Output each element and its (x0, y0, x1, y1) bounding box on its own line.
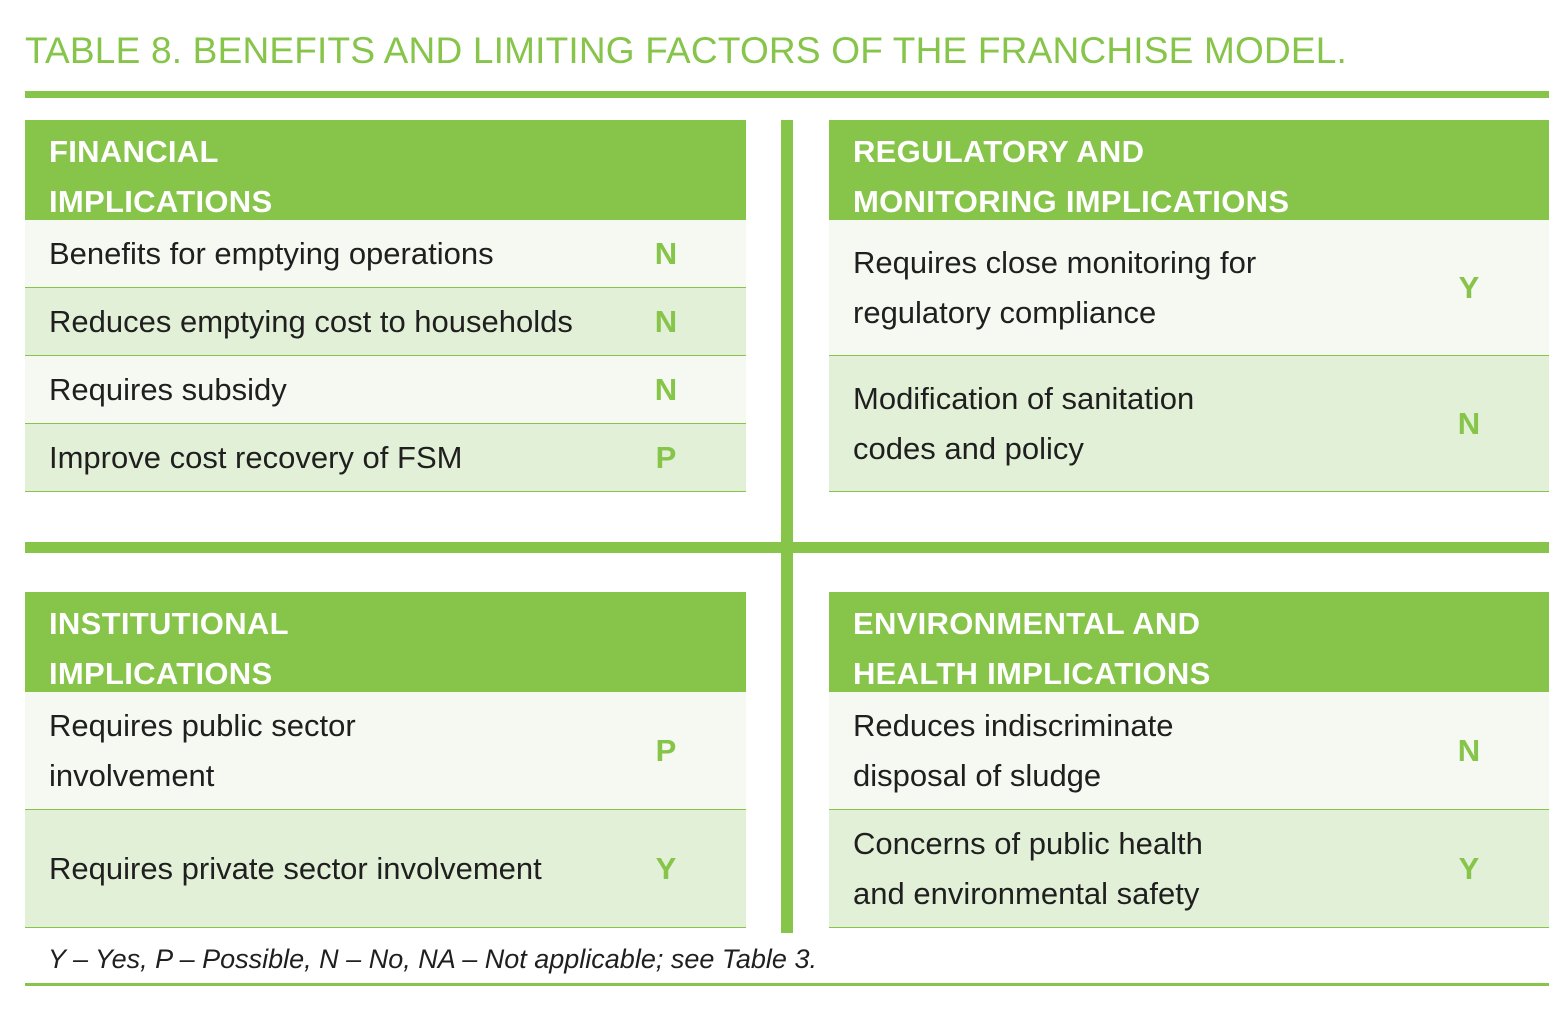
financial-panel (25, 120, 746, 492)
table-row (829, 220, 1549, 356)
table-row (829, 810, 1549, 928)
environmental-header-line1: ENVIRONMENTAL AND (853, 606, 1201, 641)
footnote: Y – Yes, P – Possible, N – No, NA – Not applicable; see Table 3. (48, 944, 817, 974)
row-value: Y (1458, 850, 1480, 886)
table-title: TABLE 8. BENEFITS AND LIMITING FACTORS OF THE FRANCHISE MODEL. (25, 30, 1348, 71)
row-label-line2: regulatory compliance (853, 294, 1157, 330)
row-label-line1: Requires public sector (49, 707, 356, 743)
row-label-line1: Requires close monitoring for (853, 244, 1257, 280)
row-label-line1: Reduces indiscriminate (853, 707, 1174, 743)
row-label-line1: Modification of sanitation (853, 380, 1195, 416)
row-label-line2: involvement (49, 757, 215, 793)
environmental-header-line2: HEALTH IMPLICATIONS (853, 656, 1211, 691)
row-label: Reduces emptying cost to households (49, 303, 573, 339)
regulatory-header-line2: MONITORING IMPLICATIONS (853, 184, 1290, 219)
table-row (25, 424, 746, 492)
environmental-panel (829, 592, 1549, 928)
row-value: P (655, 732, 677, 768)
table-row (25, 220, 746, 288)
table-row (25, 692, 746, 810)
regulatory-header-line1: REGULATORY AND (853, 134, 1145, 169)
row-value: N (1457, 405, 1481, 441)
financial-header-line1: FINANCIAL (49, 134, 219, 169)
institutional-panel (25, 592, 746, 928)
row-label (853, 238, 1389, 338)
table-row (829, 692, 1549, 810)
row-value: N (654, 303, 678, 339)
row-value: N (654, 235, 678, 271)
regulatory-panel (829, 120, 1549, 492)
row-label-line1: Concerns of public health (853, 825, 1203, 861)
row-label (853, 374, 1389, 474)
regulatory-header (829, 120, 1549, 220)
row-label (49, 701, 586, 801)
financial-header (25, 120, 746, 220)
row-value: Y (1458, 269, 1480, 305)
row-value: N (1457, 732, 1481, 768)
institutional-header-line1: INSTITUTIONAL (49, 606, 289, 641)
institutional-header (25, 592, 746, 692)
row-label-line2: and environmental safety (853, 875, 1200, 911)
table-row (25, 288, 746, 356)
row-value: P (655, 439, 677, 475)
row-label-line2: codes and policy (853, 430, 1084, 466)
row-label-line2: disposal of sludge (853, 757, 1102, 793)
top-divider (25, 91, 1549, 98)
table-row (829, 356, 1549, 492)
table-row (25, 356, 746, 424)
row-label: Improve cost recovery of FSM (49, 439, 463, 475)
table-row (25, 810, 746, 928)
row-label: Benefits for emptying operations (49, 235, 494, 271)
environmental-header (829, 592, 1549, 692)
row-value: Y (655, 850, 677, 886)
row-label (853, 819, 1389, 919)
row-label (853, 701, 1389, 801)
row-label: Requires private sector involvement (49, 850, 542, 886)
financial-header-line2: IMPLICATIONS (49, 184, 273, 219)
row-label: Requires subsidy (49, 371, 287, 407)
row-value: N (654, 371, 678, 407)
institutional-header-line2: IMPLICATIONS (49, 656, 273, 691)
bottom-divider (25, 983, 1549, 986)
vertical-divider (781, 120, 793, 933)
